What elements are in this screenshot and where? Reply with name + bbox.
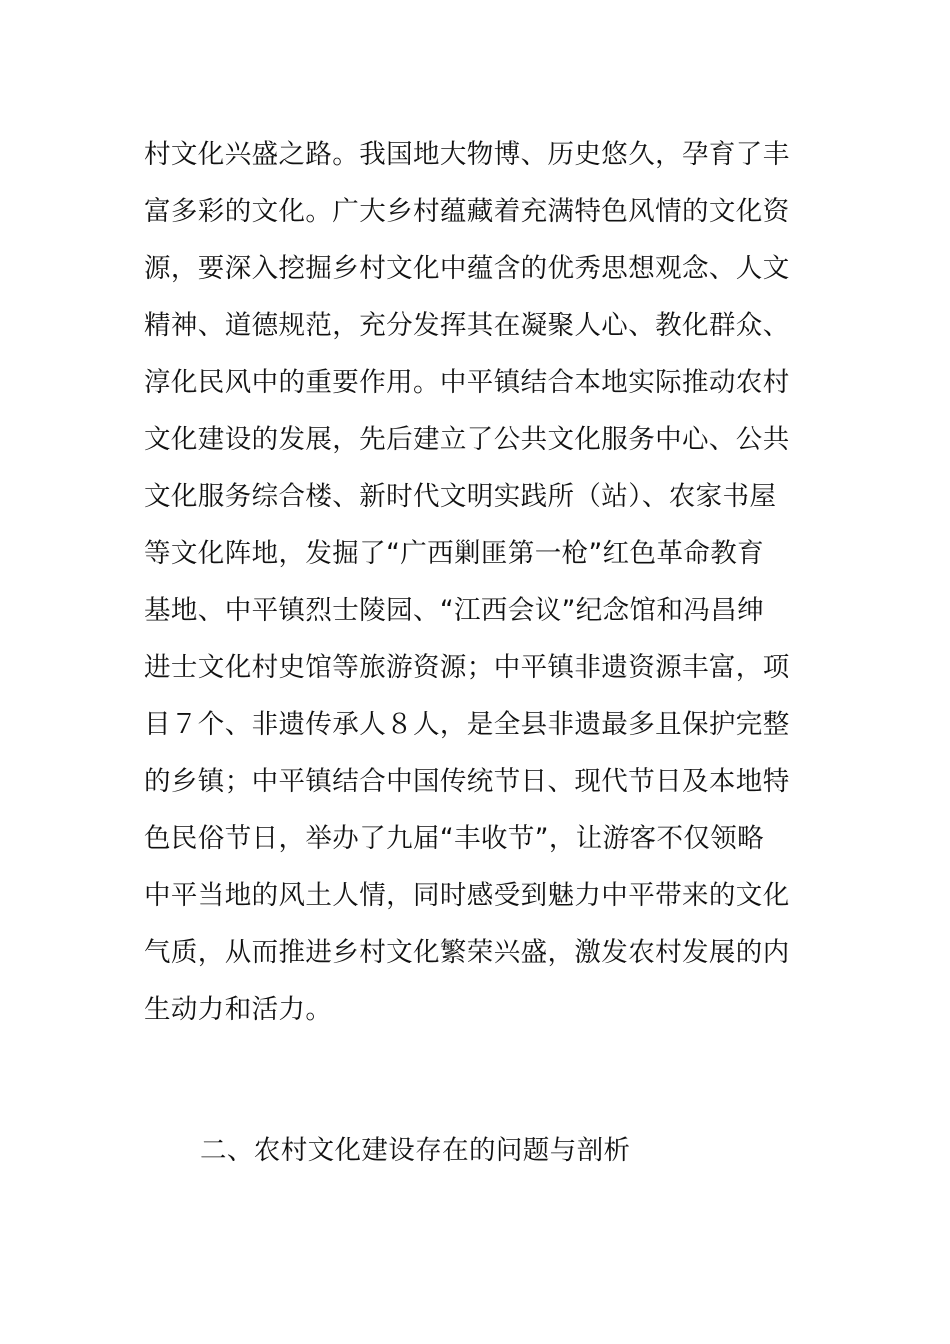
- paragraph-line: 村文化兴盛之路。我国地大物博、历史悠久，孕育了丰: [144, 139, 790, 170]
- section-heading: 二、农村文化建设存在的问题与剖析: [200, 1135, 631, 1166]
- paragraph-line: 的乡镇；中平镇结合中国传统节日、现代节日及本地特: [144, 766, 790, 797]
- paragraph-line: 进士文化村史馆等旅游资源；中平镇非遗资源丰富，项: [144, 652, 790, 683]
- paragraph-line: 目７个、非遗传承人８人，是全县非遗最多且保护完整: [144, 709, 790, 740]
- paragraph-line: 文化服务综合楼、新时代文明实践所（站）、农家书屋: [144, 481, 777, 512]
- paragraph-line: 淳化民风中的重要作用。中平镇结合本地实际推动农村: [144, 367, 790, 398]
- paragraph-line: 文化建设的发展，先后建立了公共文化服务中心、公共: [144, 424, 790, 455]
- body-paragraph: [144, 126, 809, 1038]
- paragraph-line: 等文化阵地，发掘了“广西剿匪第一枪”红色革命教育: [144, 538, 765, 569]
- paragraph-line: 基地、中平镇烈士陵园、“江西会议”纪念馆和冯昌绅: [144, 595, 765, 626]
- paragraph-line: 气质，从而推进乡村文化繁荣兴盛，激发农村发展的内: [144, 937, 790, 968]
- paragraph-line: 源，要深入挖掘乡村文化中蕴含的优秀思想观念、人文: [144, 253, 790, 284]
- paragraph-line: 色民俗节日，举办了九届“丰收节”，让游客不仅领略: [144, 823, 765, 854]
- paragraph-line: 生动力和活力。: [144, 994, 333, 1025]
- paragraph-line: 富多彩的文化。广大乡村蕴藏着充满特色风情的文化资: [144, 196, 790, 227]
- paragraph-line: 中平当地的风土人情，同时感受到魅力中平带来的文化: [144, 880, 790, 911]
- paragraph-line: 精神、道德规范，充分发挥其在凝聚人心、教化群众、: [144, 310, 790, 341]
